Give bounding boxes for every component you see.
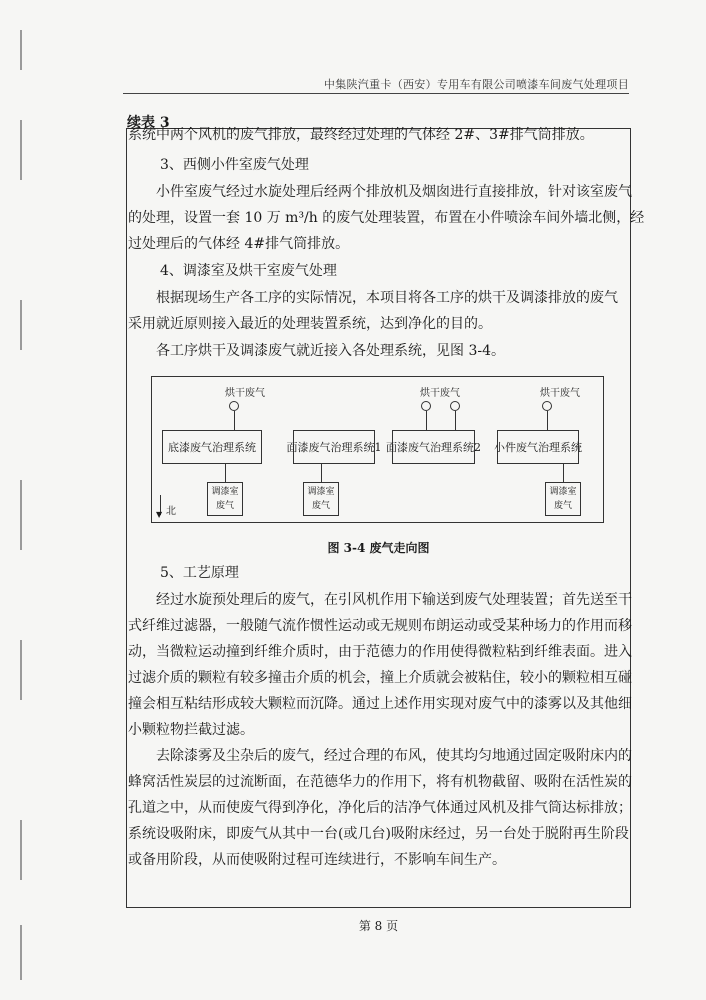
body-line: 式纤维过滤器，一般随气流作惯性运动或无规则布朗运动或受某种场力的作用而移	[128, 618, 632, 634]
gas-label: 烘干废气	[420, 388, 460, 399]
north-label: 北	[166, 506, 176, 517]
treatment-system-box: 底漆废气治理系统	[162, 430, 262, 464]
exhaust-flow-diagram	[151, 376, 604, 523]
paint-room-label: 废气	[311, 501, 330, 511]
page-header: 中集陕汽重卡（西安）专用车有限公司喷漆车间废气处理项目	[323, 78, 629, 91]
binding-mark	[20, 925, 22, 980]
header-rule	[123, 93, 629, 94]
paint-room-label: 废气	[215, 501, 234, 511]
paint-room-box	[207, 482, 243, 516]
fan-icon	[421, 401, 431, 411]
paint-room-label: 调漆室	[211, 487, 239, 497]
gas-label: 烘干废气	[540, 388, 580, 399]
body-line: 动，当微粒运动撞到纤维介质时，由于范德力的作用使得微粒粘到纤维表面。进入	[128, 644, 632, 660]
body-line: 撞会相互粘结形成较大颗粒而沉降。通过上述作用实现对废气中的漆雾以及其他细	[128, 696, 632, 712]
body-line: 系统中两个风机的废气排放，最终经过处理的气体经 2#、3#排气筒排放。	[128, 127, 594, 143]
body-line: 根据现场生产各工序的实际情况，本项目将各工序的烘干及调漆排放的废气	[156, 290, 618, 306]
binding-mark	[20, 640, 22, 700]
body-line: 小颗粒物拦截过滤。	[128, 722, 254, 738]
body-line: 小件室废气经过水旋处理后经两个排放机及烟囱进行直接排放，针对该室废气	[156, 184, 632, 200]
body-line: 孔道之中，从而使废气得到净化，净化后的洁净气体通过风机及排气筒达标排放；	[128, 800, 632, 816]
connector-line	[234, 411, 235, 430]
binding-mark	[20, 820, 22, 880]
treatment-system-box: 小件废气治理系统	[497, 430, 579, 464]
binding-mark	[20, 120, 22, 180]
body-line: 的处理，设置一套 10 万 m³/h 的废气处理装置，布置在小件喷涂车间外墙北侧，经	[128, 210, 645, 226]
body-line: 或备用阶段，从而使吸附过程可连续进行，不影响车间生产。	[128, 852, 506, 868]
connector-line	[547, 411, 548, 430]
binding-mark	[20, 300, 22, 350]
treatment-system-box: 面漆废气治理系统1	[293, 430, 375, 464]
treatment-system-box: 面漆废气治理系统2	[392, 430, 475, 464]
body-line: 去除漆雾及尘杂后的废气，经过合理的布风，使其均匀地通过固定吸附床内的	[156, 748, 632, 764]
fan-icon	[542, 401, 552, 411]
section-heading: 5、工艺原理	[160, 565, 239, 581]
connector-line	[563, 464, 564, 482]
connector-line	[426, 411, 427, 430]
body-line: 经过水旋预处理后的废气，在引风机作用下输送到废气处理装置；首先送至干	[156, 592, 632, 608]
paint-room-label: 调漆室	[549, 487, 577, 497]
binding-mark	[20, 480, 22, 550]
connector-line	[455, 411, 456, 430]
binding-mark	[20, 30, 22, 70]
connector-line	[321, 464, 322, 482]
body-line: 系统设吸附床，即废气从其中一台(或几台)吸附床经过，另一台处于脱附再生阶段	[128, 826, 629, 842]
paint-room-box	[545, 482, 581, 516]
north-arrow-icon: ▼	[156, 510, 163, 519]
connector-line	[225, 464, 226, 482]
body-line: 过处理后的气体经 4#排气筒排放。	[128, 236, 350, 252]
body-line: 采用就近原则接入最近的处理装置系统，达到净化的目的。	[128, 316, 492, 332]
paint-room-box	[303, 482, 339, 516]
continued-table-label: 续表 3	[127, 115, 170, 131]
gas-label: 烘干废气	[225, 388, 265, 399]
paint-room-label: 调漆室	[307, 487, 335, 497]
section-heading: 3、西侧小件室废气处理	[160, 157, 309, 173]
section-heading: 4、调漆室及烘干室废气处理	[160, 263, 337, 279]
body-line: 过滤介质的颗粒有较多撞击介质的机会，撞上介质就会被粘住，较小的颗粒相互碰	[128, 670, 632, 686]
figure-caption: 图 3-4 废气走向图	[327, 541, 430, 555]
paint-room-label: 废气	[553, 501, 572, 511]
body-line: 蜂窝活性炭层的过流断面，在范德华力的作用下，将有机物截留、吸附在活性炭的	[128, 774, 632, 790]
page-number: 第 8 页	[358, 919, 399, 933]
fan-icon	[229, 401, 239, 411]
body-line: 各工序烘干及调漆废气就近接入各处理系统，见图 3-4。	[156, 343, 505, 359]
fan-icon	[450, 401, 460, 411]
